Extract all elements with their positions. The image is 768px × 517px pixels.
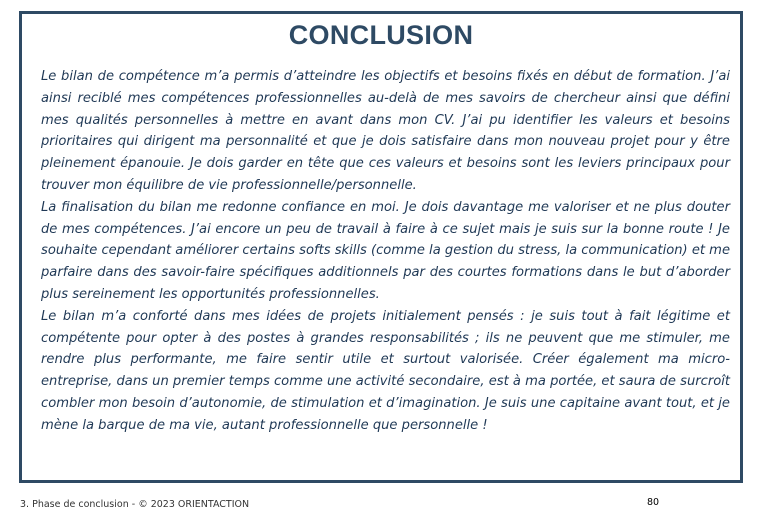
content-frame: [19, 11, 743, 483]
paragraph-confiance: La finalisation du bilan me redonne confiance en moi. Je dois davantage me valoriser et ne plus douter de mes compétences. J’ai encore un peu de travail à faire à ce sujet mais je suis sur la bonne route ! Je souhaite cependant améliorer certains softs skills (comme la gestion du stress, la communication) et me parfaire dans des savoir-faire spécifiques additionnels par des courtes formations dans le but d’aborder plus sereinement les opportunités professionnelles.: [41, 199, 730, 302]
page-number: 80: [647, 497, 660, 508]
conclusion-body: [41, 66, 730, 437]
slide-title: CONCLUSION: [288, 20, 474, 50]
paragraph-projets: Le bilan m’a conforté dans mes idées de projets initialement pensés : je suis tout à fait légitime et compétente pour opter à des postes à grandes responsabilités ; ils ne peuvent que me stimuler, me rendre plus performante, me faire sentir utile et surtout valorisée. Créer également ma micro-entreprise, dans un premier temps comme une activité secondaire, est à ma portée, et saura de surcroît combler mon besoin d’autonomie, de stimulation et d’imagination. Je suis une capitaine avant tout, et je mène la barque de ma vie, autant professionnelle que personnelle !: [41, 308, 730, 433]
paragraph-bilan-objectifs: Le bilan de compétence m’a permis d’atteindre les objectifs et besoins fixés en début de formation. J’ai ainsi reciblé mes compétences professionnelles au-delà de mes savoirs de chercheur ainsi que défini mes qualités personnelles à mettre en avant dans mon CV. J’ai pu identifier les valeurs et besoins prioritaires qui dirigent ma personnalité et que je dois satisfaire dans mon nouveau projet pour y être pleinement épanouie. Je dois garder en tête que ces valeurs et besoins sont les leviers principaux pour trouver mon équilibre de vie professionnelle/personnelle.: [41, 69, 730, 193]
footer-section-label: 3. Phase de conclusion - © 2023 ORIENTACTION: [20, 499, 250, 510]
